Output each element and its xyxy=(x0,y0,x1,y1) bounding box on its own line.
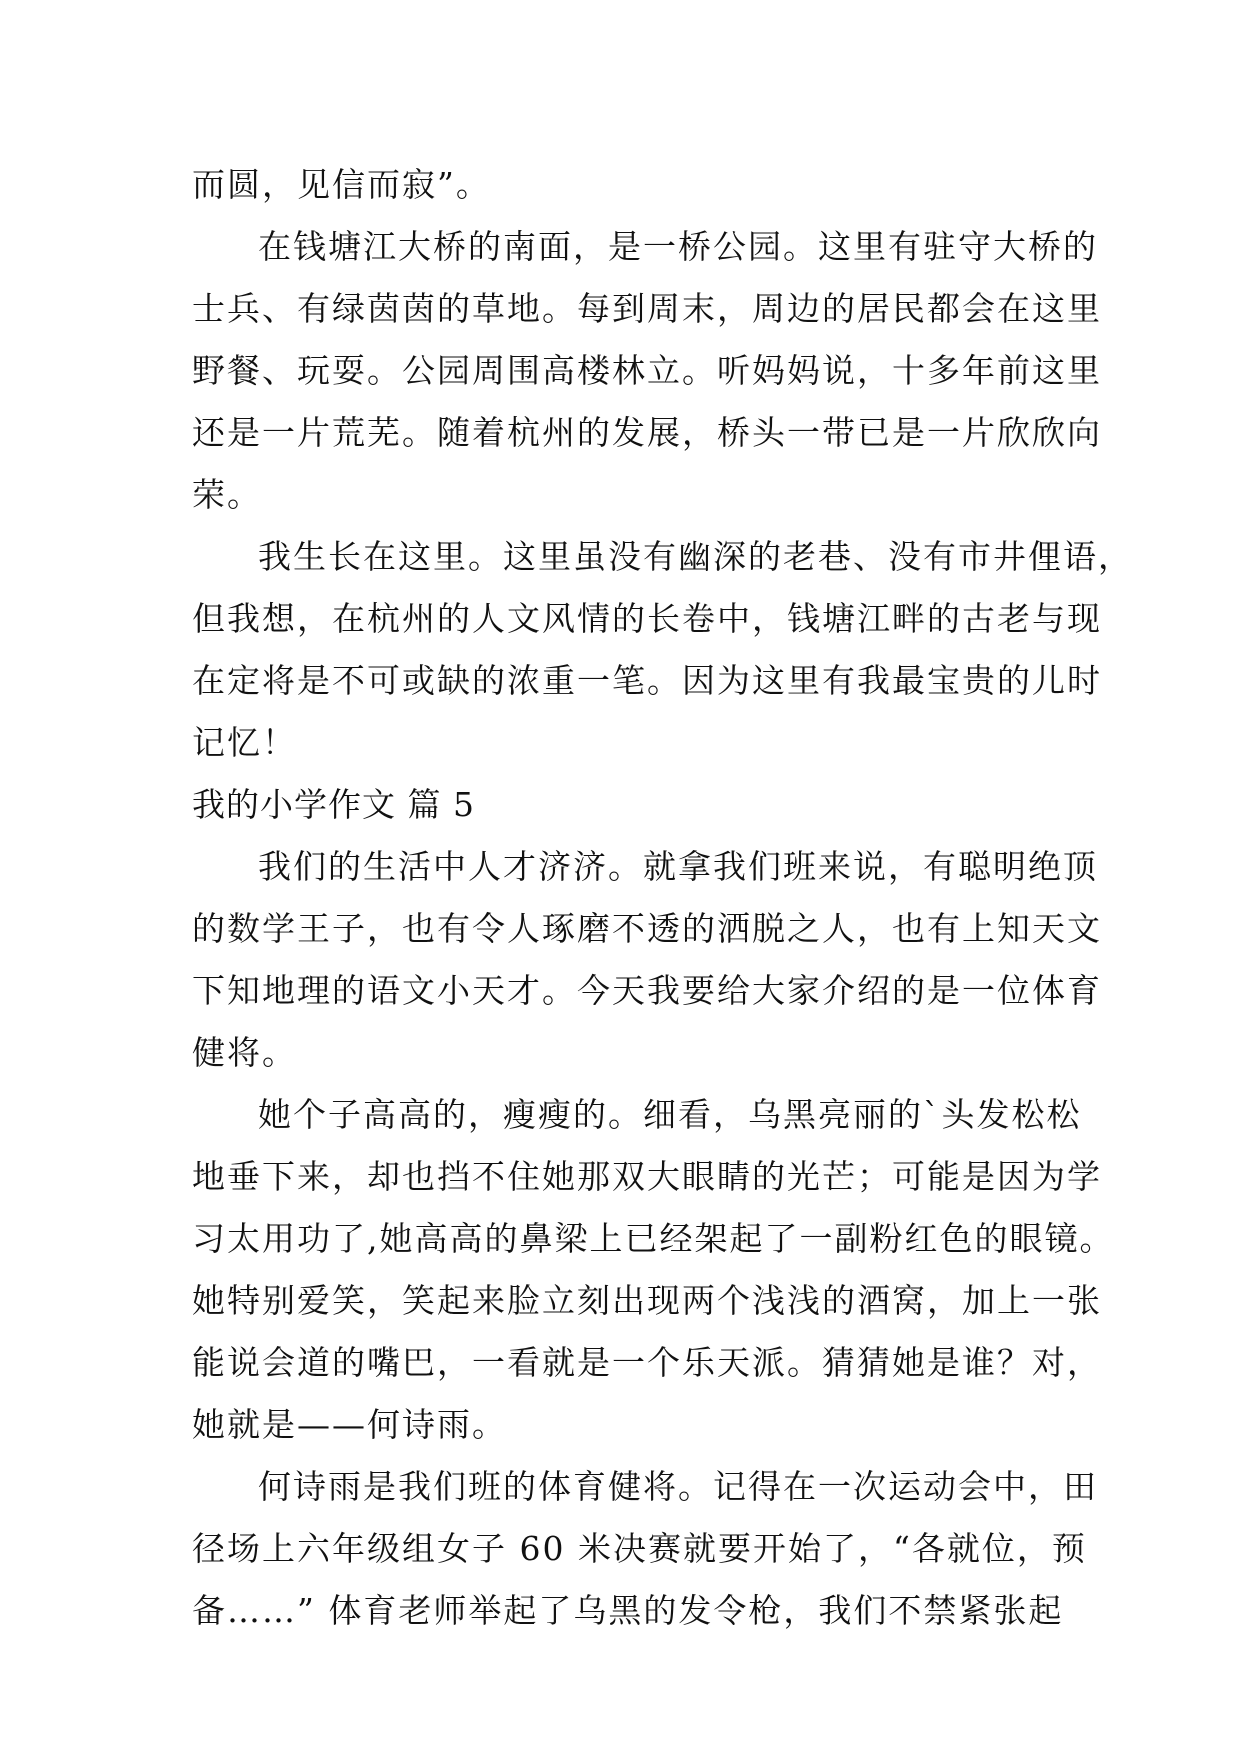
text-line: 习太用功了,她高高的鼻梁上已经架起了一副粉红色的眼镜。 xyxy=(192,1219,1115,1258)
text-line: 在钱塘江大桥的南面，是一桥公园。这里有驻守大桥的 xyxy=(258,227,1098,266)
text-line: 能说会道的嘴巴，一看就是一个乐天派。猜猜她是谁？对， xyxy=(192,1343,1102,1382)
text-line: 我们的生活中人才济济。就拿我们班来说，有聪明绝顶 xyxy=(258,847,1098,886)
text-line: 野餐、玩耍。公园周围高楼林立。听妈妈说，十多年前这里 xyxy=(192,351,1102,390)
text-line: 士兵、有绿茵茵的草地。每到周末，周边的居民都会在这里 xyxy=(192,289,1102,328)
text-line: 还是一片荒芜。随着杭州的发展，桥头一带已是一片欣欣向 xyxy=(192,413,1102,452)
text-line: 的数学王子，也有令人琢磨不透的洒脱之人，也有上知天文 xyxy=(192,909,1102,948)
paragraph-4 xyxy=(192,1084,1115,1456)
document-body xyxy=(192,154,1133,1642)
text-line: 她个子高高的，瘦瘦的。细看，乌黑亮丽的`头发松松 xyxy=(258,1095,1082,1134)
paragraph-2 xyxy=(192,526,1133,774)
text-line: 但我想，在杭州的人文风情的长卷中，钱塘江畔的古老与现 xyxy=(192,599,1102,638)
paragraph-5 xyxy=(192,1456,1098,1642)
text-line: 而圆，见信而寂”。 xyxy=(192,165,491,204)
text-line: 我生长在这里。这里虽没有幽深的老巷、没有市井俚语， xyxy=(258,537,1133,576)
paragraph-3 xyxy=(192,836,1102,1084)
text-line: 地垂下来，却也挡不住她那双大眼睛的光芒；可能是因为学 xyxy=(192,1157,1102,1196)
text-line: 何诗雨是我们班的体育健将。记得在一次运动会中，田 xyxy=(258,1467,1098,1506)
text-line: 在定将是不可或缺的浓重一笔。因为这里有我最宝贵的儿时 xyxy=(192,661,1102,700)
text-line: 荣。 xyxy=(192,475,262,514)
text-line: 下知地理的语文小天才。今天我要给大家介绍的是一位体育 xyxy=(192,971,1102,1010)
text-line: 健将。 xyxy=(192,1033,297,1072)
text-line: 备……” 体育老师举起了乌黑的发令枪，我们不禁紧张起 xyxy=(192,1591,1064,1630)
text-line: 她就是——何诗雨。 xyxy=(192,1405,507,1444)
text-line: 记忆！ xyxy=(192,723,297,762)
text-line: 她特别爱笑，笑起来脸立刻出现两个浅浅的酒窝，加上一张 xyxy=(192,1281,1102,1320)
section-heading: 我的小学作文 篇 5 xyxy=(192,785,475,824)
continued-paragraph xyxy=(192,154,1048,216)
paragraph-1 xyxy=(192,216,1102,526)
text-line: 径场上六年级组女子 60 米决赛就要开始了，“各就位，预 xyxy=(192,1529,1087,1568)
